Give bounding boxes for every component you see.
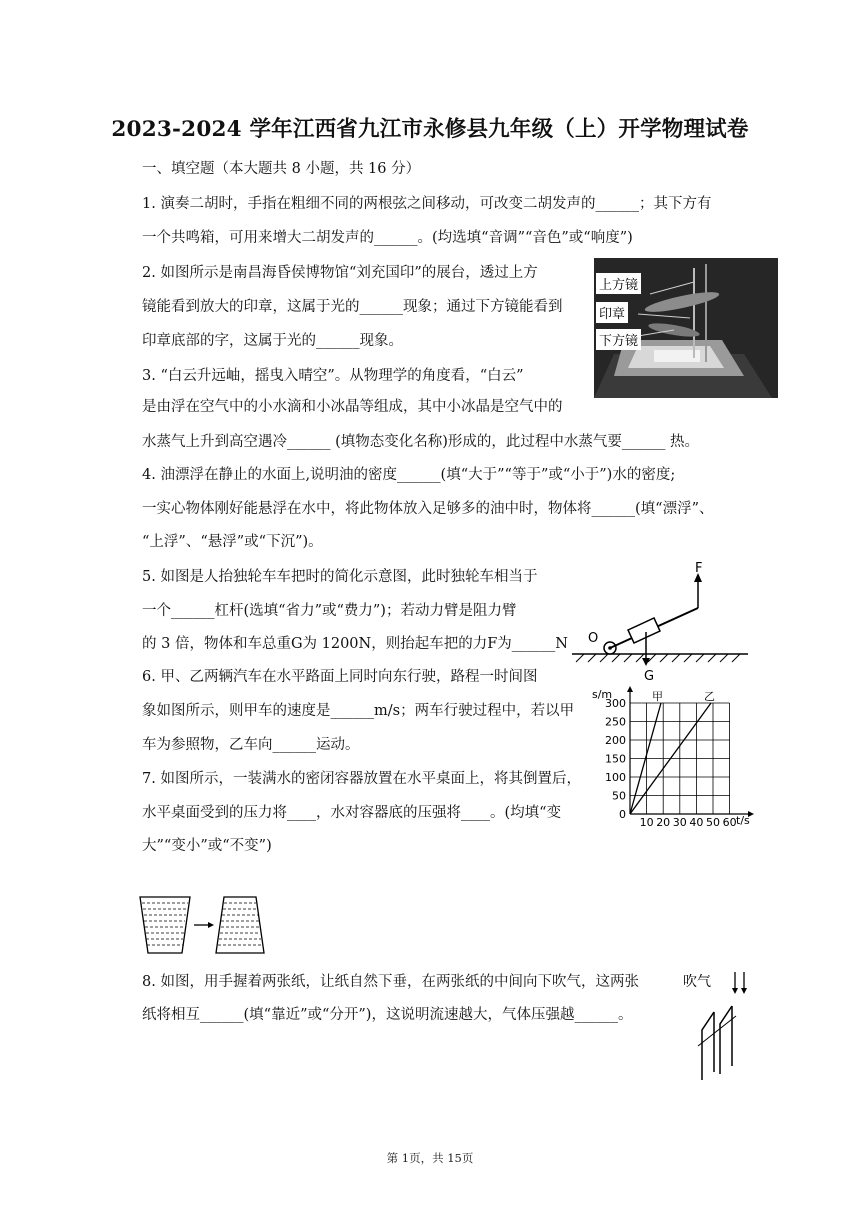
photo-label-lower-mirror: 下方镜 xyxy=(596,329,641,350)
question-line: 车为参照物，乙车向______运动。 xyxy=(142,737,360,753)
y-tick-label: 200 xyxy=(605,734,626,747)
series-label-jia: 甲 xyxy=(652,690,663,703)
photo-label-upper-mirror: 上方镜 xyxy=(596,273,641,294)
x-tick-label: 50 xyxy=(706,816,720,826)
page-footer: 第 1页，共 15页 xyxy=(386,1151,474,1165)
y-tick-label: 100 xyxy=(605,771,626,784)
y-tick-label: 50 xyxy=(612,789,626,803)
pivot-label: O xyxy=(588,631,599,646)
y-tick-label: 250 xyxy=(605,715,626,729)
question-line: 2. 如图所示是南昌海昏侯博物馆“刘充国印”的展台，透过上方 xyxy=(142,265,538,281)
question-line: 一实心物体刚好能悬浮在水中，将此物体放入足够多的油中时，物体将______(填“漂浮”、 xyxy=(142,501,714,517)
section-heading: 一、填空题（本大题共 8 小题，共 16 分） xyxy=(142,161,421,177)
question-line: 象如图所示，则甲车的速度是______m/s；两车行驶过程中，若以甲 xyxy=(142,703,575,719)
question-line: 纸将相互______(填“靠近”或“分开”)，这说明流速越大，气体压强越______。 xyxy=(142,1007,633,1023)
wheelbarrow-lever-diagram xyxy=(572,560,752,685)
museum-display-photo xyxy=(594,258,778,398)
blow-label: 吹气 xyxy=(683,974,711,990)
question-line: 4. 油漂浮在静止的水面上,说明油的密度______(填“大于”“等于”或“小于”)水的密度; xyxy=(142,467,676,483)
question-line: 是由浮在空气中的小水滴和小冰晶等组成，其中小冰晶是空气中的 xyxy=(142,399,563,415)
question-line: 7. 如图所示，一装满水的密闭容器放置在水平桌面上，将其倒置后， xyxy=(142,771,581,787)
question-line: 5. 如图是人抬独轮车车把时的简化示意图，此时独轮车相当于 xyxy=(142,569,538,585)
x-tick-label: 40 xyxy=(689,816,704,826)
y-axis-label: s/m xyxy=(592,688,613,701)
photo-label-seal: 印章 xyxy=(596,302,628,323)
question-line: 的 3 倍，物体和车总重G为 1200N，则抬起车把的力F为______N xyxy=(142,636,568,652)
weight-label: G xyxy=(644,669,655,684)
series-label-yi: 乙 xyxy=(704,690,715,703)
distance-time-graph xyxy=(590,686,760,826)
question-line: 8. 如图，用手握着两张纸，让纸自然下垂，在两张纸的中间向下吹气，这两张 xyxy=(142,974,639,990)
x-tick-label: 10 xyxy=(639,816,654,826)
x-tick-label: 20 xyxy=(656,816,671,826)
y-tick-label: 0 xyxy=(619,808,626,821)
blowing-paper-diagram xyxy=(680,966,762,1084)
y-tick-label: 150 xyxy=(605,752,626,766)
question-line: 大”“变小”或“不变”) xyxy=(142,838,272,854)
question-line: 1. 演奏二胡时，手指在粗细不同的两根弦之间移动，可改变二胡发声的______；其下方有 xyxy=(142,196,712,212)
question-line: “上浮”、“悬浮”或“下沉”)。 xyxy=(142,534,323,550)
question-line: 一个______杠杆(选填“省力”或“费力”)；若动力臂是阻力臂 xyxy=(142,603,517,619)
x-axis-label: t/s xyxy=(736,814,750,826)
question-line: 水蒸气上升到高空遇冷______ (填物态变化名称)形成的，此过程中水蒸气要______ 热。 xyxy=(142,434,700,450)
question-line: 镜能看到放大的印章，这属于光的______现象；通过下方镜能看到 xyxy=(142,299,563,315)
question-line: 6. 甲、乙两辆汽车在水平路面上同时向东行驶，路程一时间图 xyxy=(142,669,538,685)
container-inversion-diagram xyxy=(138,893,268,957)
question-line: 一个共鸣箱，可用来增大二胡发声的______。(均选填“音调”“音色”或“响度”) xyxy=(142,230,633,246)
force-label: F xyxy=(695,561,703,576)
x-tick-label: 60 xyxy=(722,816,737,826)
y-tick-label: 300 xyxy=(605,697,626,710)
question-line: 3. “白云升远岫，摇曳入晴空”。从物理学的角度看，“白云” xyxy=(142,368,524,384)
x-tick-label: 30 xyxy=(672,816,687,826)
question-line: 水平桌面受到的压力将____，水对容器底的压强将____。(均填“变 xyxy=(142,805,562,821)
question-line: 印章底部的字，这属于光的______现象。 xyxy=(142,333,403,349)
page-title: 2023-2024 学年江西省九江市永修县九年级（上）开学物理试卷 xyxy=(111,117,749,142)
